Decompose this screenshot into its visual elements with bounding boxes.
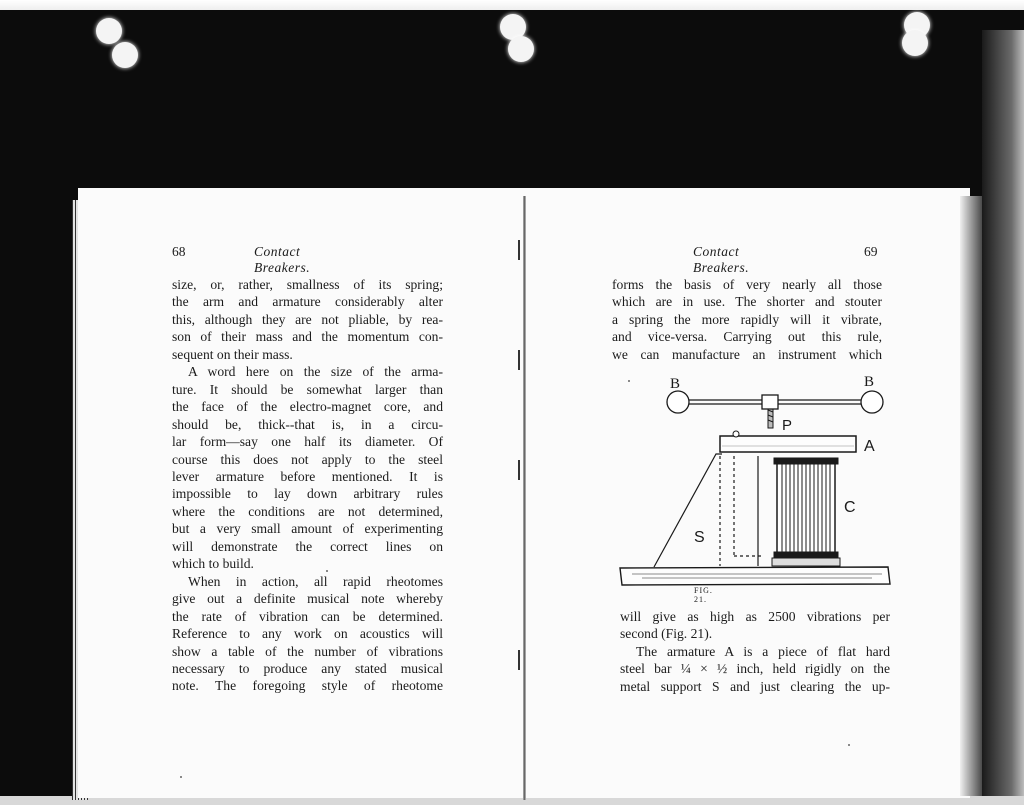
- gutter-mark-3: [518, 460, 520, 480]
- text-line: we can manufacture an instrument which: [612, 346, 882, 362]
- right-page-number: 69: [864, 244, 878, 259]
- text-line: show a table of the number of vibrations: [172, 643, 443, 659]
- label-b-right: B: [864, 374, 875, 390]
- text-line: a spring the more rapidly will it vibrate,: [612, 311, 882, 327]
- scan-speck: [326, 570, 328, 572]
- text-line: lever armature before mentioned. It is: [172, 468, 443, 484]
- label-c: C: [844, 499, 856, 516]
- text-line: son of their mass and the momentum con-: [172, 329, 443, 345]
- text-line: necessary to produce any stated musical: [172, 660, 443, 676]
- text-line: will give as high as 2500 vibrations per: [620, 609, 890, 624]
- text-line: Reference to any work on acoustics will: [172, 626, 443, 642]
- text-line: give out a definite musical note whereby: [172, 591, 443, 607]
- text-line: which are in use. The shorter and stouter: [612, 294, 882, 310]
- text-line: second (Fig. 21).: [620, 626, 713, 642]
- text-line: note. The foregoing style of rheotome: [172, 678, 443, 694]
- scan-speck: [180, 776, 182, 778]
- label-b-left: B: [670, 376, 681, 392]
- text-line: ture. It should be somewhat larger than: [172, 381, 443, 397]
- text-line: The armature A is a piece of flat hard: [636, 643, 890, 659]
- label-s: S: [694, 529, 705, 546]
- left-page-number: 68: [172, 244, 186, 259]
- text-line: should be, thick--that is, in a circu-: [172, 416, 443, 432]
- text-line: but a very small amount of experimenting: [172, 521, 443, 537]
- gutter-mark-1: [518, 240, 520, 260]
- metal-support: [654, 454, 762, 567]
- text-line: the rate of vibration can be determined.: [172, 608, 443, 624]
- binder-hole-6: [902, 30, 928, 56]
- text-line: forms the basis of very nearly all those: [612, 277, 882, 292]
- left-body-text: [172, 276, 443, 695]
- text-line: A word here on the size of the arma-: [188, 364, 443, 380]
- rheotome-figure: [612, 370, 902, 600]
- scan-right-edge: [982, 30, 1024, 800]
- text-line: will demonstrate the correct lines on: [172, 538, 443, 554]
- binder-hole-1: [96, 18, 122, 44]
- text-line: sequent on their mass.: [172, 346, 293, 362]
- base-board: [620, 567, 890, 585]
- figure-caption: FIG. 21.: [694, 586, 713, 604]
- book-gutter: [523, 196, 526, 800]
- text-line: impossible to lay down arbitrary rules: [172, 486, 443, 502]
- text-line: size, or, rather, smallness of its spring;: [172, 277, 443, 292]
- binder-hole-4: [508, 36, 534, 62]
- gutter-mark-4: [518, 650, 520, 670]
- text-line: lar form—say one half its diameter. Of: [172, 434, 443, 450]
- text-line: steel bar ¼ × ½ inch, held rigidly on the: [620, 661, 890, 677]
- scan-speck: [848, 744, 850, 746]
- bar-with-balls: [667, 391, 883, 413]
- text-line: metal support S and just clearing the up-: [620, 678, 890, 694]
- text-line: When in action, all rapid rheotomes: [188, 573, 443, 589]
- electromagnet-coil: [772, 458, 840, 566]
- label-p: P: [782, 417, 793, 434]
- text-line: and vice-versa. Carrying out this rule,: [612, 329, 882, 345]
- text-line: this, although they are not pliable, by rea-: [172, 311, 443, 327]
- book-right-shadow: [960, 196, 982, 796]
- right-body-text-bottom: [620, 608, 890, 695]
- left-running-title: Contact Breakers.: [254, 244, 311, 275]
- text-line: the face of the electro-magnet core, and: [172, 399, 443, 415]
- text-line: where the conditions are not determined,: [172, 503, 443, 519]
- text-line: which to build.: [172, 556, 254, 572]
- armature: [720, 431, 856, 452]
- label-a: A: [864, 438, 875, 455]
- right-running-title: Contact Breakers.: [693, 244, 750, 275]
- scan-speck: [628, 380, 630, 382]
- text-line: the arm and armature considerably alter: [172, 294, 443, 310]
- gutter-mark-2: [518, 350, 520, 370]
- right-body-text-top: [612, 276, 882, 363]
- text-line: course this does not apply to the steel: [172, 451, 443, 467]
- binder-hole-2: [112, 42, 138, 68]
